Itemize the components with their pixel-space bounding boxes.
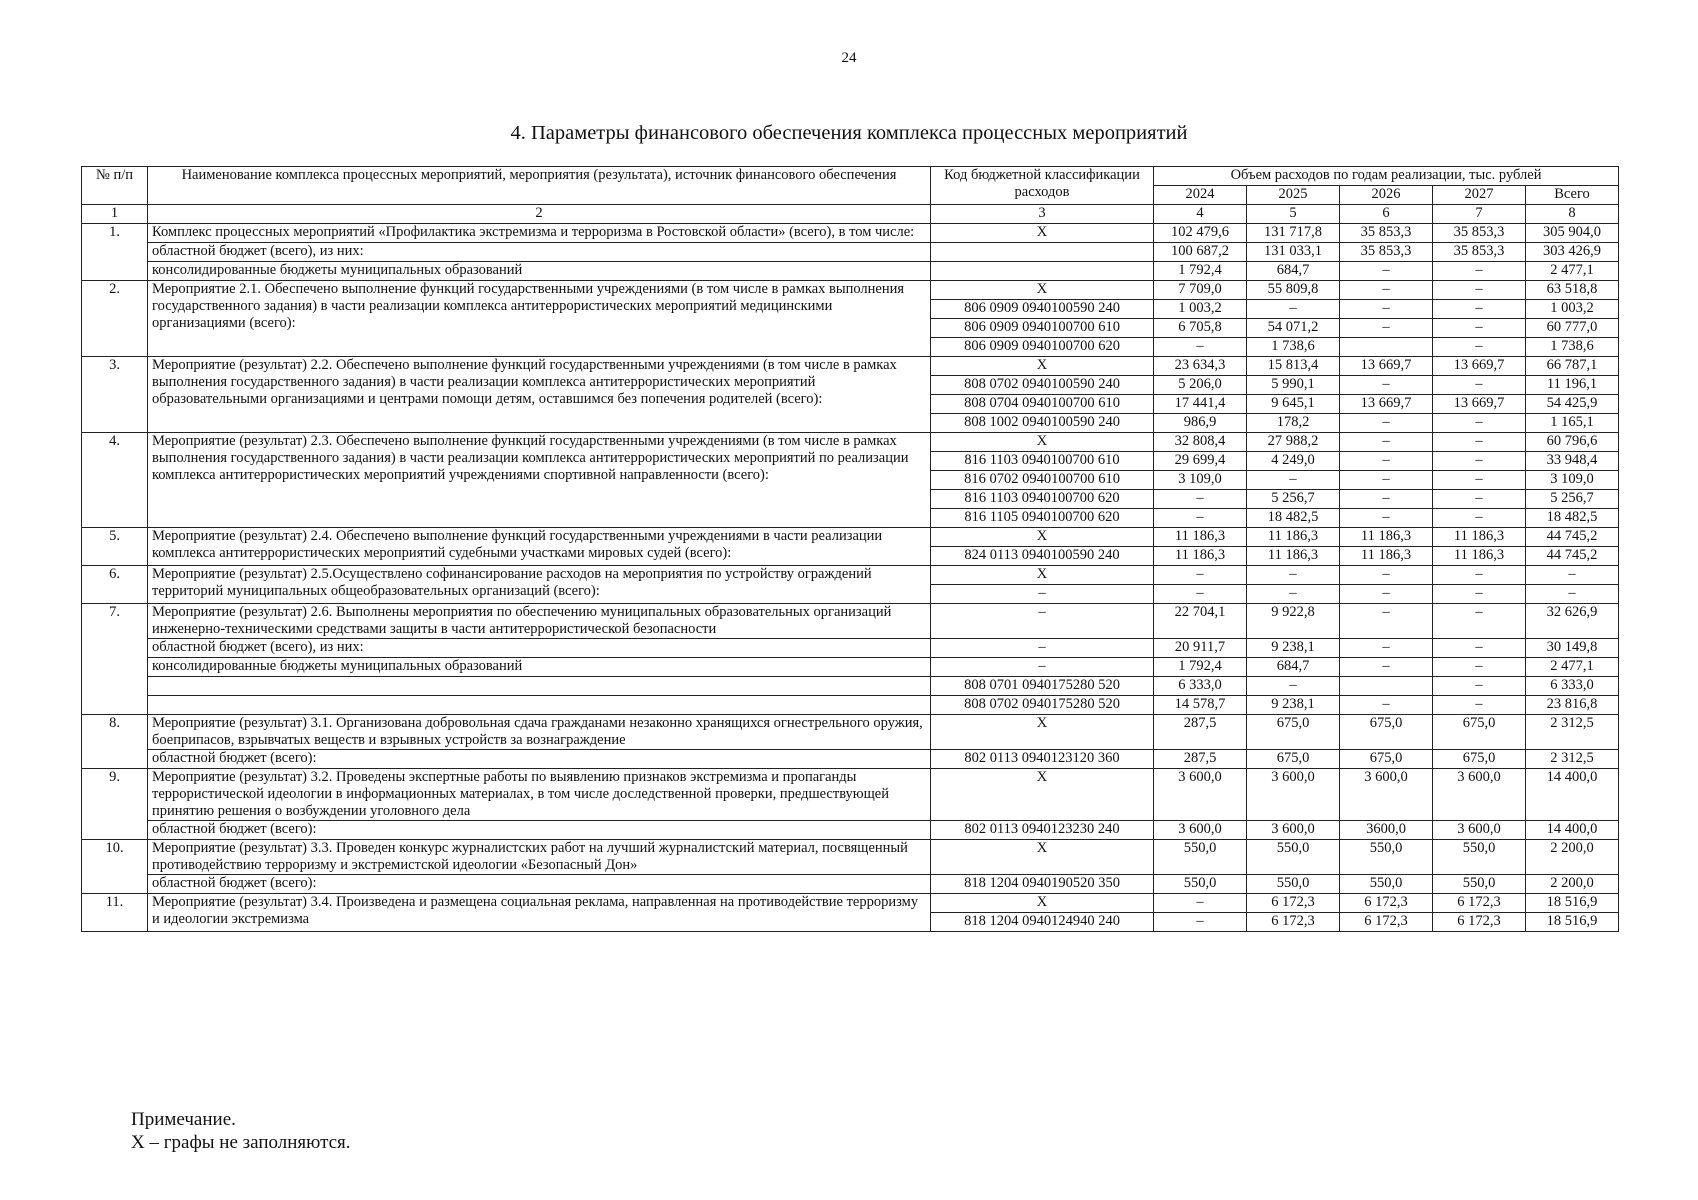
value-2025: 15 813,4 bbox=[1247, 357, 1340, 376]
budget-code: 808 0704 0940100700 610 bbox=[931, 395, 1154, 414]
value-2025: – bbox=[1247, 300, 1340, 319]
value-2026: 6 172,3 bbox=[1340, 894, 1433, 913]
value-2027: – bbox=[1433, 471, 1526, 490]
row-number: 9. bbox=[82, 769, 148, 840]
row-number: 11. bbox=[82, 894, 148, 932]
budget-code: – bbox=[931, 604, 1154, 639]
value-2024: 11 186,3 bbox=[1154, 528, 1247, 547]
value-2025: 11 186,3 bbox=[1247, 528, 1340, 547]
value-2024: 32 808,4 bbox=[1154, 433, 1247, 452]
budget-code: – bbox=[931, 639, 1154, 658]
budget-code: 808 0701 0940175280 520 bbox=[931, 677, 1154, 696]
value-2025: – bbox=[1247, 585, 1340, 604]
funding-source: консолидированные бюджеты муниципальных образований bbox=[148, 658, 931, 677]
budget-code: X bbox=[931, 224, 1154, 243]
value-2024: 6 705,8 bbox=[1154, 319, 1247, 338]
value-total: 32 626,9 bbox=[1526, 604, 1619, 639]
activity-name: Мероприятие (результат) 3.3. Проведен конкурс журналистских работ на лучший журналистский материал, посвященный противодействию терроризму и экстремистской идеологии «Безопасный Дон» bbox=[148, 840, 931, 875]
value-2025: 3 600,0 bbox=[1247, 821, 1340, 840]
value-total: 1 003,2 bbox=[1526, 300, 1619, 319]
budget-code: 808 0702 0940100590 240 bbox=[931, 376, 1154, 395]
col-number-8: 8 bbox=[1526, 205, 1619, 224]
budget-code bbox=[931, 262, 1154, 281]
value-total: 3 109,0 bbox=[1526, 471, 1619, 490]
value-total: 14 400,0 bbox=[1526, 821, 1619, 840]
col-number-1: 1 bbox=[82, 205, 148, 224]
value-2027: 35 853,3 bbox=[1433, 224, 1526, 243]
header-code: Код бюджетной классификации расходов bbox=[931, 167, 1154, 205]
value-total: 60 777,0 bbox=[1526, 319, 1619, 338]
budget-code: 816 0702 0940100700 610 bbox=[931, 471, 1154, 490]
header-year-2025: 2025 bbox=[1247, 186, 1340, 205]
value-2025: 178,2 bbox=[1247, 414, 1340, 433]
row-number: 2. bbox=[82, 281, 148, 357]
budget-code: – bbox=[931, 585, 1154, 604]
value-2027: – bbox=[1433, 696, 1526, 715]
value-total: 23 816,8 bbox=[1526, 696, 1619, 715]
value-2025: 5 256,7 bbox=[1247, 490, 1340, 509]
value-total: 305 904,0 bbox=[1526, 224, 1619, 243]
value-total: 303 426,9 bbox=[1526, 243, 1619, 262]
value-2024: 17 441,4 bbox=[1154, 395, 1247, 414]
row-number: 3. bbox=[82, 357, 148, 433]
budget-code: 806 0909 0940100700 610 bbox=[931, 319, 1154, 338]
value-2026: – bbox=[1340, 452, 1433, 471]
budget-code: 816 1103 0940100700 620 bbox=[931, 490, 1154, 509]
table-row bbox=[82, 243, 1619, 262]
value-2025: 3 600,0 bbox=[1247, 769, 1340, 821]
table-row bbox=[82, 528, 1619, 547]
row-number: 10. bbox=[82, 840, 148, 894]
value-2024: 22 704,1 bbox=[1154, 604, 1247, 639]
value-2025: – bbox=[1247, 471, 1340, 490]
value-2025: 684,7 bbox=[1247, 262, 1340, 281]
table-row bbox=[82, 677, 1619, 696]
notes-line: X – графы не заполняются. bbox=[131, 1132, 351, 1153]
value-2025: 675,0 bbox=[1247, 750, 1340, 769]
value-2027: 6 172,3 bbox=[1433, 894, 1526, 913]
header-volume: Объем расходов по годам реализации, тыс. рублей bbox=[1154, 167, 1619, 186]
value-2024: 14 578,7 bbox=[1154, 696, 1247, 715]
value-2026: – bbox=[1340, 509, 1433, 528]
value-total: 33 948,4 bbox=[1526, 452, 1619, 471]
activity-name: Мероприятие (результат) 2.2. Обеспечено выполнение функций государственными учреждениями (в том числе в рамках выполнения государственного задания) в части реализации комплекса антитеррористических мероприятий образовательными организациями и центрами помощи детям, оставшимся без попечения родителей (всего): bbox=[148, 357, 931, 433]
value-total: 14 400,0 bbox=[1526, 769, 1619, 821]
funding-source bbox=[148, 696, 931, 715]
activity-name: Мероприятие (результат) 2.5.Осуществлено софинансирование расходов на мероприятия по устройству ограждений территорий муниципальных общеобразовательных организаций (всего): bbox=[148, 566, 931, 604]
budget-code: 808 1002 0940100590 240 bbox=[931, 414, 1154, 433]
value-2026: 3600,0 bbox=[1340, 821, 1433, 840]
col-number-2: 2 bbox=[148, 205, 931, 224]
table-row bbox=[82, 696, 1619, 715]
row-number: 4. bbox=[82, 433, 148, 528]
row-number: 8. bbox=[82, 715, 148, 769]
value-2026: – bbox=[1340, 585, 1433, 604]
value-2024: – bbox=[1154, 338, 1247, 357]
value-2025: 131 717,8 bbox=[1247, 224, 1340, 243]
table-row bbox=[82, 894, 1619, 913]
activity-name: Мероприятие (результат) 3.1. Организована добровольная сдача гражданами незаконно хранящихся огнестрельного оружия, боеприпасов, взрывчатых веществ и взрывных устройств за вознаграждение bbox=[148, 715, 931, 750]
value-2024: 3 600,0 bbox=[1154, 769, 1247, 821]
value-2025: 1 738,6 bbox=[1247, 338, 1340, 357]
value-2024: 986,9 bbox=[1154, 414, 1247, 433]
value-2024: 102 479,6 bbox=[1154, 224, 1247, 243]
value-total: 2 477,1 bbox=[1526, 262, 1619, 281]
value-2024: 3 600,0 bbox=[1154, 821, 1247, 840]
value-total: 2 200,0 bbox=[1526, 875, 1619, 894]
value-total: 66 787,1 bbox=[1526, 357, 1619, 376]
value-2026: 13 669,7 bbox=[1340, 395, 1433, 414]
value-2027: – bbox=[1433, 414, 1526, 433]
value-2026: – bbox=[1340, 319, 1433, 338]
value-2025: 9 238,1 bbox=[1247, 639, 1340, 658]
activity-name: Мероприятие 2.1. Обеспечено выполнение функций государственными учреждениями (в том числе в рамках выполнения государственного задания) в части реализации комплекса антитеррористических мероприятий медицинскими организациями (всего): bbox=[148, 281, 931, 357]
value-2025: 9 645,1 bbox=[1247, 395, 1340, 414]
value-2027: 35 853,3 bbox=[1433, 243, 1526, 262]
value-2027: – bbox=[1433, 338, 1526, 357]
budget-code: 806 0909 0940100700 620 bbox=[931, 338, 1154, 357]
value-2024: 287,5 bbox=[1154, 715, 1247, 750]
value-2027: 11 186,3 bbox=[1433, 547, 1526, 566]
value-2024: 6 333,0 bbox=[1154, 677, 1247, 696]
value-2025: 550,0 bbox=[1247, 875, 1340, 894]
table-row bbox=[82, 658, 1619, 677]
value-2026: 11 186,3 bbox=[1340, 528, 1433, 547]
value-2024: 1 792,4 bbox=[1154, 658, 1247, 677]
funding-source: областной бюджет (всего): bbox=[148, 875, 931, 894]
value-2025: 9 922,8 bbox=[1247, 604, 1340, 639]
value-2024: 550,0 bbox=[1154, 875, 1247, 894]
value-2025: – bbox=[1247, 677, 1340, 696]
budget-code: 816 1103 0940100700 610 bbox=[931, 452, 1154, 471]
value-2027: – bbox=[1433, 452, 1526, 471]
financing-table-wrapper bbox=[81, 166, 1618, 932]
col-number-4: 4 bbox=[1154, 205, 1247, 224]
financing-table bbox=[81, 166, 1619, 932]
budget-code: 806 0909 0940100590 240 bbox=[931, 300, 1154, 319]
value-2025: 4 249,0 bbox=[1247, 452, 1340, 471]
value-2024: 20 911,7 bbox=[1154, 639, 1247, 658]
value-2026: – bbox=[1340, 639, 1433, 658]
value-2024: – bbox=[1154, 566, 1247, 585]
value-2024: 1 792,4 bbox=[1154, 262, 1247, 281]
header-num: № п/п bbox=[82, 167, 148, 205]
value-2027: 675,0 bbox=[1433, 715, 1526, 750]
table-row bbox=[82, 262, 1619, 281]
value-2025: 684,7 bbox=[1247, 658, 1340, 677]
col-number-6: 6 bbox=[1340, 205, 1433, 224]
value-2026: – bbox=[1340, 433, 1433, 452]
value-2024: 3 109,0 bbox=[1154, 471, 1247, 490]
col-number-5: 5 bbox=[1247, 205, 1340, 224]
value-2025: 6 172,3 bbox=[1247, 894, 1340, 913]
activity-name: Мероприятие (результат) 2.4. Обеспечено выполнение функций государственными учреждениями в части реализации комплекса антитеррористических мероприятий судебными участками мировых судей (всего): bbox=[148, 528, 931, 566]
value-2027: 13 669,7 bbox=[1433, 395, 1526, 414]
activity-name: Мероприятие (результат) 2.3. Обеспечено выполнение функций государственными учреждениями (в том числе в рамках выполнения государственного задания) в части реализации комплекса антитеррористических мероприятий по реализации комплекса антитеррористических мероприятий учреждениями спортивной направленности (всего): bbox=[148, 433, 931, 528]
value-total: 2 200,0 bbox=[1526, 840, 1619, 875]
value-2027: – bbox=[1433, 658, 1526, 677]
value-2026: 675,0 bbox=[1340, 750, 1433, 769]
value-2027: – bbox=[1433, 281, 1526, 300]
header-name: Наименование комплекса процессных мероприятий, мероприятия (результата), источник финансового обеспечения bbox=[148, 167, 931, 205]
value-total: 63 518,8 bbox=[1526, 281, 1619, 300]
value-total: 18 482,5 bbox=[1526, 509, 1619, 528]
value-2026 bbox=[1340, 677, 1433, 696]
value-2025: 550,0 bbox=[1247, 840, 1340, 875]
header-year-2024: 2024 bbox=[1154, 186, 1247, 205]
value-2026 bbox=[1340, 338, 1433, 357]
value-total: – bbox=[1526, 585, 1619, 604]
col-number-7: 7 bbox=[1433, 205, 1526, 224]
page-number: 24 bbox=[841, 50, 857, 66]
value-2027: 3 600,0 bbox=[1433, 769, 1526, 821]
budget-code: X bbox=[931, 894, 1154, 913]
value-2027: 11 186,3 bbox=[1433, 528, 1526, 547]
budget-code: 824 0113 0940100590 240 bbox=[931, 547, 1154, 566]
value-2024: – bbox=[1154, 490, 1247, 509]
value-2026: 13 669,7 bbox=[1340, 357, 1433, 376]
budget-code bbox=[931, 243, 1154, 262]
value-2026: 6 172,3 bbox=[1340, 913, 1433, 932]
value-total: 44 745,2 bbox=[1526, 528, 1619, 547]
value-2026: 3 600,0 bbox=[1340, 769, 1433, 821]
value-2025: 11 186,3 bbox=[1247, 547, 1340, 566]
value-2025: – bbox=[1247, 566, 1340, 585]
value-2024: 23 634,3 bbox=[1154, 357, 1247, 376]
value-2027: – bbox=[1433, 300, 1526, 319]
value-total: 1 165,1 bbox=[1526, 414, 1619, 433]
value-2027: – bbox=[1433, 677, 1526, 696]
value-total: – bbox=[1526, 566, 1619, 585]
value-2026: – bbox=[1340, 604, 1433, 639]
value-2026: 675,0 bbox=[1340, 715, 1433, 750]
value-2026: 550,0 bbox=[1340, 875, 1433, 894]
funding-source: областной бюджет (всего), из них: bbox=[148, 243, 931, 262]
budget-code: 818 1204 0940190520 350 bbox=[931, 875, 1154, 894]
value-total: 60 796,6 bbox=[1526, 433, 1619, 452]
value-total: 11 196,1 bbox=[1526, 376, 1619, 395]
value-total: 2 477,1 bbox=[1526, 658, 1619, 677]
value-2024: – bbox=[1154, 894, 1247, 913]
value-2024: 287,5 bbox=[1154, 750, 1247, 769]
row-number: 7. bbox=[82, 604, 148, 715]
table-body bbox=[82, 224, 1619, 932]
value-total: 44 745,2 bbox=[1526, 547, 1619, 566]
value-2027: – bbox=[1433, 319, 1526, 338]
value-total: 6 333,0 bbox=[1526, 677, 1619, 696]
budget-code: X bbox=[931, 357, 1154, 376]
value-2027: 675,0 bbox=[1433, 750, 1526, 769]
value-total: 1 738,6 bbox=[1526, 338, 1619, 357]
budget-code: X bbox=[931, 840, 1154, 875]
activity-name: Мероприятие (результат) 2.6. Выполнены мероприятия по обеспечению муниципальных образовательных организаций инженерно-техническими средствами защиты в части антитеррористической безопасности bbox=[148, 604, 931, 639]
value-2025: 6 172,3 bbox=[1247, 913, 1340, 932]
value-2025: 9 238,1 bbox=[1247, 696, 1340, 715]
table-row bbox=[82, 750, 1619, 769]
value-2027: 550,0 bbox=[1433, 840, 1526, 875]
page-title: 4. Параметры финансового обеспечения комплекса процессных мероприятий bbox=[510, 122, 1188, 144]
funding-source: консолидированные бюджеты муниципальных образований bbox=[148, 262, 931, 281]
budget-code: X bbox=[931, 528, 1154, 547]
funding-source: областной бюджет (всего): bbox=[148, 750, 931, 769]
funding-source bbox=[148, 677, 931, 696]
table-row bbox=[82, 433, 1619, 452]
notes-heading: Примечание. bbox=[131, 1109, 236, 1130]
table-row bbox=[82, 821, 1619, 840]
value-2026: – bbox=[1340, 490, 1433, 509]
value-total: 18 516,9 bbox=[1526, 913, 1619, 932]
value-2027: – bbox=[1433, 566, 1526, 585]
value-2025: 675,0 bbox=[1247, 715, 1340, 750]
budget-code: X bbox=[931, 566, 1154, 585]
budget-code: – bbox=[931, 658, 1154, 677]
value-2026: – bbox=[1340, 566, 1433, 585]
value-total: 2 312,5 bbox=[1526, 750, 1619, 769]
value-2026: 11 186,3 bbox=[1340, 547, 1433, 566]
value-2027: – bbox=[1433, 262, 1526, 281]
value-2026: – bbox=[1340, 262, 1433, 281]
budget-code: 818 1204 0940124940 240 bbox=[931, 913, 1154, 932]
table-row bbox=[82, 639, 1619, 658]
value-2026: – bbox=[1340, 696, 1433, 715]
value-2025: 131 033,1 bbox=[1247, 243, 1340, 262]
header-year-2026: 2026 bbox=[1340, 186, 1433, 205]
value-2026: – bbox=[1340, 414, 1433, 433]
value-2025: 18 482,5 bbox=[1247, 509, 1340, 528]
table-row bbox=[82, 357, 1619, 376]
value-2024: 1 003,2 bbox=[1154, 300, 1247, 319]
budget-code: 802 0113 0940123230 240 bbox=[931, 821, 1154, 840]
value-2024: 5 206,0 bbox=[1154, 376, 1247, 395]
value-2024: – bbox=[1154, 585, 1247, 604]
value-2024: 100 687,2 bbox=[1154, 243, 1247, 262]
value-2024: 7 709,0 bbox=[1154, 281, 1247, 300]
value-total: 2 312,5 bbox=[1526, 715, 1619, 750]
budget-code: X bbox=[931, 769, 1154, 821]
value-2027: – bbox=[1433, 433, 1526, 452]
budget-code: X bbox=[931, 433, 1154, 452]
value-2025: 27 988,2 bbox=[1247, 433, 1340, 452]
value-2026: – bbox=[1340, 300, 1433, 319]
funding-source: областной бюджет (всего): bbox=[148, 821, 931, 840]
value-2027: 550,0 bbox=[1433, 875, 1526, 894]
value-2024: – bbox=[1154, 913, 1247, 932]
value-2027: – bbox=[1433, 585, 1526, 604]
budget-code: 808 0702 0940175280 520 bbox=[931, 696, 1154, 715]
row-number: 1. bbox=[82, 224, 148, 281]
value-2027: – bbox=[1433, 509, 1526, 528]
value-2026: – bbox=[1340, 281, 1433, 300]
header-total: Всего bbox=[1526, 186, 1619, 205]
value-2026: 35 853,3 bbox=[1340, 243, 1433, 262]
value-total: 54 425,9 bbox=[1526, 395, 1619, 414]
value-2026: – bbox=[1340, 658, 1433, 677]
value-2027: – bbox=[1433, 604, 1526, 639]
value-2024: – bbox=[1154, 509, 1247, 528]
table-row bbox=[82, 281, 1619, 300]
row-number: 5. bbox=[82, 528, 148, 566]
budget-code: 816 1105 0940100700 620 bbox=[931, 509, 1154, 528]
row-number: 6. bbox=[82, 566, 148, 604]
activity-name: Мероприятие (результат) 3.4. Произведена и размещена социальная реклама, направленная на противодействие терроризму и идеологии экстремизма bbox=[148, 894, 931, 932]
value-2027: – bbox=[1433, 639, 1526, 658]
activity-name: Мероприятие (результат) 3.2. Проведены экспертные работы по выявлению признаков экстремизма и пропаганды террористической идеологии в информационных материалах, в том числе доследственной проверки, предшествующей принятию решения о возбуждении уголовного дела bbox=[148, 769, 931, 821]
col-number-3: 3 bbox=[931, 205, 1154, 224]
value-2027: 3 600,0 bbox=[1433, 821, 1526, 840]
funding-source: областной бюджет (всего), из них: bbox=[148, 639, 931, 658]
value-2025: 5 990,1 bbox=[1247, 376, 1340, 395]
value-2026: 35 853,3 bbox=[1340, 224, 1433, 243]
budget-code: X bbox=[931, 281, 1154, 300]
value-2027: 6 172,3 bbox=[1433, 913, 1526, 932]
table-row bbox=[82, 875, 1619, 894]
value-2026: – bbox=[1340, 376, 1433, 395]
value-2027: – bbox=[1433, 376, 1526, 395]
budget-code: 802 0113 0940123120 360 bbox=[931, 750, 1154, 769]
value-2024: 29 699,4 bbox=[1154, 452, 1247, 471]
value-2024: 11 186,3 bbox=[1154, 547, 1247, 566]
value-2026: 550,0 bbox=[1340, 840, 1433, 875]
value-2025: 54 071,2 bbox=[1247, 319, 1340, 338]
budget-code: X bbox=[931, 715, 1154, 750]
header-year-2027: 2027 bbox=[1433, 186, 1526, 205]
value-2025: 55 809,8 bbox=[1247, 281, 1340, 300]
activity-name: Комплекс процессных мероприятий «Профилактика экстремизма и терроризма в Ростовской области» (всего), в том числе: bbox=[148, 224, 931, 243]
value-total: 30 149,8 bbox=[1526, 639, 1619, 658]
value-2027: 13 669,7 bbox=[1433, 357, 1526, 376]
value-2026: – bbox=[1340, 471, 1433, 490]
value-2027: – bbox=[1433, 490, 1526, 509]
value-2024: 550,0 bbox=[1154, 840, 1247, 875]
value-total: 18 516,9 bbox=[1526, 894, 1619, 913]
value-total: 5 256,7 bbox=[1526, 490, 1619, 509]
notes bbox=[131, 1108, 351, 1154]
